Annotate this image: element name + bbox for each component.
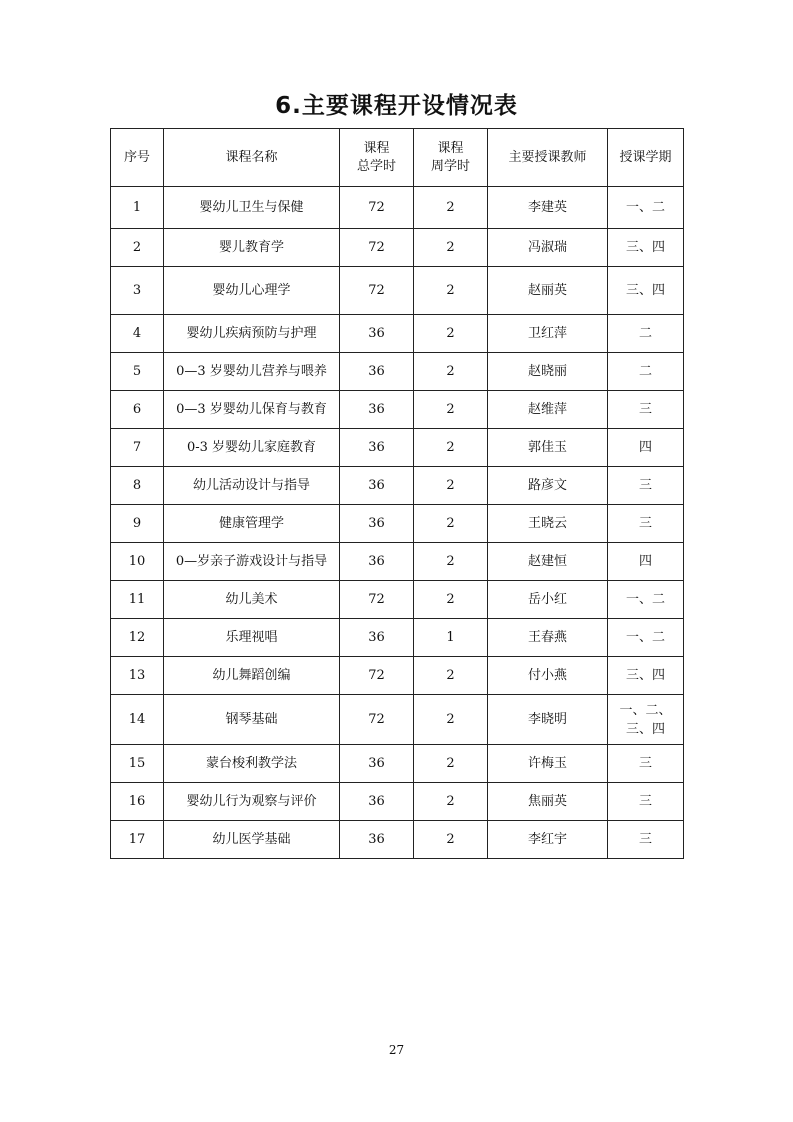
cell-weekly-hours: 2	[414, 657, 488, 695]
cell-weekly-hours: 2	[414, 505, 488, 543]
course-table	[110, 128, 684, 859]
cell-weekly-hours: 2	[414, 783, 488, 821]
header-course-name: 课程名称	[164, 129, 340, 187]
cell-index: 11	[111, 581, 164, 619]
table-row	[111, 353, 684, 391]
cell-total-hours: 72	[340, 695, 414, 745]
cell-term: 三、四	[608, 657, 684, 695]
cell-term: 四	[608, 429, 684, 467]
cell-teacher: 赵丽英	[488, 267, 608, 315]
cell-weekly-hours: 2	[414, 315, 488, 353]
cell-course-name: 婴幼儿卫生与保健	[164, 187, 340, 229]
cell-course-name: 婴幼儿疾病预防与护理	[164, 315, 340, 353]
table-row	[111, 429, 684, 467]
cell-term: 二	[608, 315, 684, 353]
cell-weekly-hours: 2	[414, 353, 488, 391]
cell-teacher: 路彦文	[488, 467, 608, 505]
cell-total-hours: 36	[340, 467, 414, 505]
cell-total-hours: 36	[340, 821, 414, 859]
cell-total-hours: 72	[340, 229, 414, 267]
cell-weekly-hours: 2	[414, 467, 488, 505]
table-row	[111, 467, 684, 505]
cell-course-name: 0—3 岁婴幼儿保育与教育	[164, 391, 340, 429]
cell-total-hours: 36	[340, 353, 414, 391]
cell-term: 三、四	[608, 267, 684, 315]
cell-course-name: 幼儿美术	[164, 581, 340, 619]
cell-weekly-hours: 2	[414, 695, 488, 745]
table-row	[111, 821, 684, 859]
cell-total-hours: 36	[340, 543, 414, 581]
table-row	[111, 391, 684, 429]
table-row	[111, 695, 684, 745]
cell-teacher: 赵建恒	[488, 543, 608, 581]
cell-index: 8	[111, 467, 164, 505]
cell-teacher: 赵维萍	[488, 391, 608, 429]
cell-index: 10	[111, 543, 164, 581]
cell-index: 7	[111, 429, 164, 467]
page-title: 6.主要课程开设情况表	[275, 93, 518, 119]
cell-teacher: 付小燕	[488, 657, 608, 695]
header-weekly-hours: 课程 周学时	[414, 129, 488, 187]
cell-index: 13	[111, 657, 164, 695]
cell-course-name: 0—3 岁婴幼儿营养与喂养	[164, 353, 340, 391]
table-row	[111, 505, 684, 543]
cell-weekly-hours: 2	[414, 429, 488, 467]
cell-weekly-hours: 2	[414, 187, 488, 229]
cell-term: 三	[608, 467, 684, 505]
cell-course-name: 幼儿舞蹈创编	[164, 657, 340, 695]
cell-course-name: 蒙台梭利教学法	[164, 745, 340, 783]
cell-term: 一、二	[608, 187, 684, 229]
cell-weekly-hours: 2	[414, 581, 488, 619]
cell-index: 3	[111, 267, 164, 315]
cell-total-hours: 36	[340, 745, 414, 783]
cell-term: 三	[608, 745, 684, 783]
header-teacher: 主要授课教师	[488, 129, 608, 187]
cell-index: 4	[111, 315, 164, 353]
cell-course-name: 婴幼儿行为观察与评价	[164, 783, 340, 821]
cell-total-hours: 72	[340, 187, 414, 229]
header-total-hours: 课程 总学时	[340, 129, 414, 187]
cell-teacher: 李晓明	[488, 695, 608, 745]
cell-weekly-hours: 2	[414, 391, 488, 429]
cell-teacher: 赵晓丽	[488, 353, 608, 391]
cell-index: 16	[111, 783, 164, 821]
cell-weekly-hours: 2	[414, 543, 488, 581]
cell-total-hours: 36	[340, 783, 414, 821]
cell-total-hours: 36	[340, 619, 414, 657]
cell-course-name: 婴幼儿心理学	[164, 267, 340, 315]
cell-term: 三、四	[608, 229, 684, 267]
cell-term: 一、二	[608, 581, 684, 619]
cell-total-hours: 72	[340, 581, 414, 619]
cell-course-name: 婴儿教育学	[164, 229, 340, 267]
table-row	[111, 581, 684, 619]
cell-course-name: 0-3 岁婴幼儿家庭教育	[164, 429, 340, 467]
table-row	[111, 657, 684, 695]
cell-teacher: 李建英	[488, 187, 608, 229]
cell-weekly-hours: 1	[414, 619, 488, 657]
cell-term: 三	[608, 783, 684, 821]
cell-index: 6	[111, 391, 164, 429]
cell-course-name: 钢琴基础	[164, 695, 340, 745]
table-row	[111, 187, 684, 229]
cell-weekly-hours: 2	[414, 821, 488, 859]
cell-total-hours: 36	[340, 391, 414, 429]
cell-weekly-hours: 2	[414, 229, 488, 267]
cell-course-name: 0—岁亲子游戏设计与指导	[164, 543, 340, 581]
cell-index: 1	[111, 187, 164, 229]
table-row	[111, 619, 684, 657]
cell-course-name: 乐理视唱	[164, 619, 340, 657]
cell-term: 三	[608, 821, 684, 859]
cell-term: 四	[608, 543, 684, 581]
cell-index: 12	[111, 619, 164, 657]
cell-teacher: 焦丽英	[488, 783, 608, 821]
table-row	[111, 543, 684, 581]
cell-index: 9	[111, 505, 164, 543]
header-term: 授课学期	[608, 129, 684, 187]
cell-total-hours: 36	[340, 429, 414, 467]
cell-index: 17	[111, 821, 164, 859]
table-row	[111, 267, 684, 315]
cell-term: 二	[608, 353, 684, 391]
cell-total-hours: 72	[340, 657, 414, 695]
cell-teacher: 许梅玉	[488, 745, 608, 783]
page-number: 27	[388, 1043, 405, 1057]
cell-index: 5	[111, 353, 164, 391]
cell-term: 三	[608, 505, 684, 543]
cell-term: 三	[608, 391, 684, 429]
cell-teacher: 冯淑瑞	[488, 229, 608, 267]
header-index: 序号	[111, 129, 164, 187]
cell-index: 15	[111, 745, 164, 783]
cell-term-text: 一、二、三、四	[619, 702, 672, 737]
table-row	[111, 229, 684, 267]
cell-course-name: 幼儿医学基础	[164, 821, 340, 859]
cell-teacher: 岳小红	[488, 581, 608, 619]
table-header-row	[111, 129, 684, 187]
cell-total-hours: 36	[340, 505, 414, 543]
cell-total-hours: 36	[340, 315, 414, 353]
cell-index: 2	[111, 229, 164, 267]
cell-total-hours: 72	[340, 267, 414, 315]
table-row	[111, 315, 684, 353]
cell-teacher: 郭佳玉	[488, 429, 608, 467]
cell-weekly-hours: 2	[414, 267, 488, 315]
cell-course-name: 幼儿活动设计与指导	[164, 467, 340, 505]
cell-index: 14	[111, 695, 164, 745]
cell-teacher: 李红宇	[488, 821, 608, 859]
table-row	[111, 745, 684, 783]
cell-term: 一、二	[608, 619, 684, 657]
cell-course-name: 健康管理学	[164, 505, 340, 543]
cell-teacher: 王春燕	[488, 619, 608, 657]
cell-weekly-hours: 2	[414, 745, 488, 783]
cell-teacher: 王晓云	[488, 505, 608, 543]
cell-term	[608, 695, 684, 745]
cell-teacher: 卫红萍	[488, 315, 608, 353]
table-row	[111, 783, 684, 821]
